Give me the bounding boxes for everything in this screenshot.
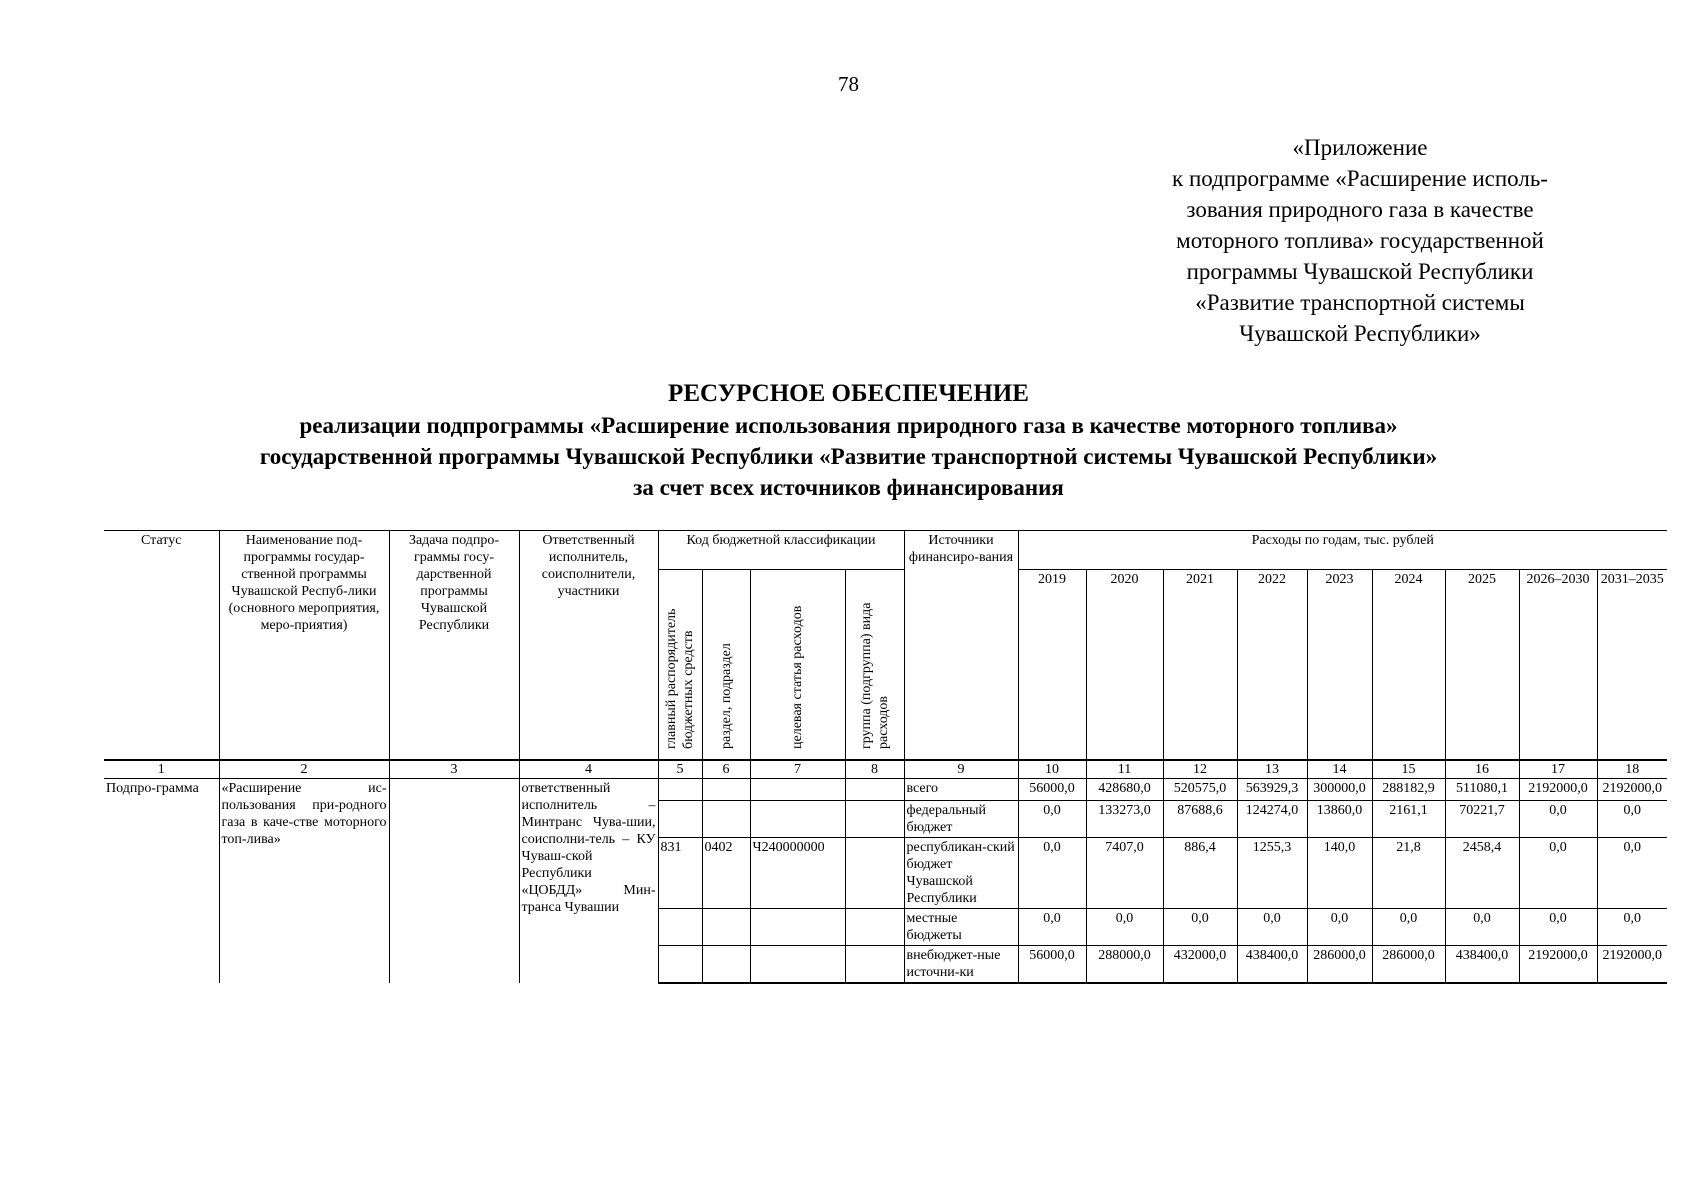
column-number: 16 [1445,760,1519,779]
value-cell: 124274,0 [1237,800,1307,837]
code-cell [658,778,702,800]
row-name: «Расширение ис-пользования при-родного газа в каче-стве моторного топ-лива» [219,778,389,983]
value-cell: 288182,9 [1372,778,1445,800]
column-number: 6 [702,760,750,779]
header-status: Статус [104,531,219,760]
header-code-target [750,570,845,760]
value-cell: 0,0 [1597,837,1667,908]
code-target: Ч240000000 [750,837,845,908]
column-number: 4 [519,760,658,779]
appendix-line: «Развитие транспортной системы [1195,290,1525,315]
appendix-line: «Приложение [1292,135,1428,160]
value-cell: 13860,0 [1307,800,1372,837]
appendix-line: к подпрограмме «Расширение исполь- [1172,166,1548,191]
value-cell: 0,0 [1597,800,1667,837]
column-number: 17 [1519,760,1597,779]
appendix-line: программы Чувашской Республики [1186,259,1534,284]
value-cell: 286000,0 [1372,945,1445,983]
value-cell: 886,4 [1163,837,1237,908]
row-responsible: ответственный исполнитель – Минтранс Чува-шии, соисполни-тель – КУ Чуваш-ской Республики «ЦОБДД» Мин-транса Чувашии [519,778,658,983]
value-cell: 56000,0 [1018,945,1086,983]
value-cell: 288000,0 [1086,945,1163,983]
header-year: 2020 [1086,570,1163,760]
value-cell: 0,0 [1307,908,1372,945]
value-cell: 21,8 [1372,837,1445,908]
code-cell [845,908,904,945]
code-cell [750,908,845,945]
header-year: 2021 [1163,570,1237,760]
column-number: 11 [1086,760,1163,779]
value-cell: 0,0 [1519,837,1597,908]
header-year: 2022 [1237,570,1307,760]
column-number: 9 [904,760,1018,779]
row-task [389,778,519,983]
value-cell: 0,0 [1519,800,1597,837]
appendix-line: моторного топлива» государственной [1176,228,1544,253]
code-cell [750,800,845,837]
code-section: 0402 [702,837,750,908]
code-cell [750,945,845,983]
column-number: 5 [658,760,702,779]
code-cell [702,908,750,945]
title-line: государственной программы Чувашской Республики «Развитие транспортной системы Чувашской Республики» [259,444,1438,469]
header-code-group-text: группа (подгруппа) вида расходов [858,602,891,749]
page-number: 78 [838,72,859,96]
code-cell [658,908,702,945]
value-cell: 56000,0 [1018,778,1086,800]
column-number: 13 [1237,760,1307,779]
column-number: 12 [1163,760,1237,779]
column-number: 14 [1307,760,1372,779]
source-label: федеральный бюджет [904,800,1018,837]
value-cell: 438400,0 [1445,945,1519,983]
code-cell [845,945,904,983]
value-cell: 0,0 [1445,908,1519,945]
value-cell: 432000,0 [1163,945,1237,983]
column-number: 8 [845,760,904,779]
header-expenses: Расходы по годам, тыс. рублей [1018,531,1667,570]
code-grbs: 831 [658,837,702,908]
header-code-section-text: раздел, подраздел [718,643,734,749]
title-line: реализации подпрограммы «Расширение использования природного газа в качестве моторного топлива» [299,413,1398,438]
header-year: 2024 [1372,570,1445,760]
value-cell: 438400,0 [1237,945,1307,983]
value-cell: 0,0 [1597,908,1667,945]
appendix-note [1140,132,1580,349]
value-cell: 0,0 [1519,908,1597,945]
table-row [104,778,1667,800]
value-cell: 0,0 [1018,908,1086,945]
title-line: за счет всех источников финансирования [633,475,1064,500]
header-task: Задача подпро-граммы госу-дарственной программы Чувашской Республики [389,531,519,760]
value-cell: 2192000,0 [1597,778,1667,800]
value-cell: 511080,1 [1445,778,1519,800]
value-cell: 0,0 [1018,800,1086,837]
source-label: всего [904,778,1018,800]
value-cell: 0,0 [1018,837,1086,908]
value-cell: 0,0 [1237,908,1307,945]
header-code-section [702,570,750,760]
source-label: внебюджет-ные источни-ки [904,945,1018,983]
header-budget-code: Код бюджетной классификации [658,531,904,570]
header-name: Наименование под-программы государ-ственной программы Чувашской Респуб-лики (основного мероприятия, меро-приятия) [219,531,389,760]
title-main: РЕСУРСНОЕ ОБЕСПЕЧЕНИЕ [668,380,1029,407]
value-cell: 2192000,0 [1519,945,1597,983]
appendix-line: зования природного газа в качестве [1186,197,1534,222]
value-cell: 300000,0 [1307,778,1372,800]
code-cell [702,778,750,800]
column-number: 10 [1018,760,1086,779]
value-cell: 140,0 [1307,837,1372,908]
value-cell: 2192000,0 [1519,778,1597,800]
header-sources: Источники финансиро-вания [904,531,1018,760]
column-number: 18 [1597,760,1667,779]
value-cell: 2458,4 [1445,837,1519,908]
value-cell: 7407,0 [1086,837,1163,908]
code-cell [750,778,845,800]
row-status: Подпро-грамма [104,778,219,983]
column-number: 2 [219,760,389,779]
header-code-target-text: целевая статья расходов [790,605,805,749]
column-numbers-row [104,760,1667,779]
code-cell [702,945,750,983]
value-cell: 87688,6 [1163,800,1237,837]
value-cell: 286000,0 [1307,945,1372,983]
column-number: 1 [104,760,219,779]
column-number: 3 [389,760,519,779]
resource-table [104,530,1667,984]
value-cell: 0,0 [1086,908,1163,945]
source-label: местные бюджеты [904,908,1018,945]
column-number: 15 [1372,760,1445,779]
column-number: 7 [750,760,845,779]
header-year: 2019 [1018,570,1086,760]
code-cell [702,800,750,837]
value-cell: 0,0 [1372,908,1445,945]
value-cell: 520575,0 [1163,778,1237,800]
code-group [845,837,904,908]
header-year: 2026–2030 [1519,570,1597,760]
header-code-grbs-text: главный распорядитель бюджетных средств [664,608,696,749]
value-cell: 133273,0 [1086,800,1163,837]
header-year: 2023 [1307,570,1372,760]
source-label: республикан-ский бюджет Чувашской Республики [904,837,1018,908]
header-code-grbs [658,570,702,760]
appendix-line: Чувашской Республики» [1239,321,1481,346]
value-cell: 563929,3 [1237,778,1307,800]
code-cell [658,945,702,983]
value-cell: 2161,1 [1372,800,1445,837]
code-cell [845,778,904,800]
header-year: 2025 [1445,570,1519,760]
value-cell: 2192000,0 [1597,945,1667,983]
document-title [0,378,1697,503]
value-cell: 70221,7 [1445,800,1519,837]
header-year: 2031–2035 [1597,570,1667,760]
code-cell [845,800,904,837]
header-responsible: Ответственный исполнитель, соисполнители, участники [519,531,658,760]
value-cell: 428680,0 [1086,778,1163,800]
header-code-group [845,570,904,760]
value-cell: 1255,3 [1237,837,1307,908]
value-cell: 0,0 [1163,908,1237,945]
code-cell [658,800,702,837]
